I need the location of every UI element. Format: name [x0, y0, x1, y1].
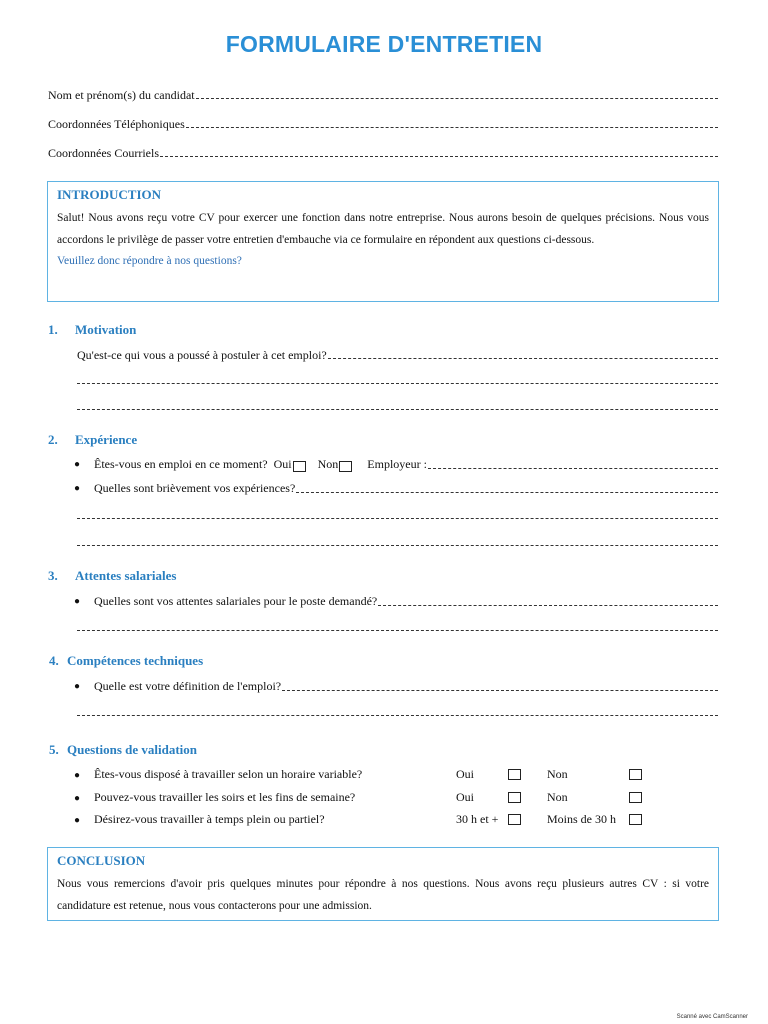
employment-question: Êtes-vous en emploi en ce moment? [94, 457, 268, 471]
salary-question-row [74, 593, 718, 609]
conclusion-box [47, 847, 719, 921]
scanner-watermark: Scanné avec CamScanner [676, 1014, 748, 1020]
validation-q1-row [74, 767, 362, 783]
section-number: 1. [48, 322, 58, 337]
job-definition-question-row [74, 678, 718, 694]
section-title: Expérience [75, 432, 138, 447]
section-validation-title [49, 742, 197, 758]
experience-question: Quelles sont brièvement vos expériences? [94, 481, 296, 495]
motivation-question-label: Qu'est-ce qui vous a poussé à postuler à cet emploi? [77, 348, 327, 362]
validation-q2-row [74, 790, 355, 806]
candidate-phone-line[interactable] [186, 127, 718, 128]
conclusion-title: CONCLUSION [57, 853, 146, 868]
validation-q2-yes-label: Oui [456, 790, 474, 804]
validation-q1-no-checkbox[interactable] [629, 769, 642, 780]
bullet-icon: ● [74, 770, 81, 781]
validation-q2: Pouvez-vous travailler les soirs et les fins de semaine? [94, 790, 356, 804]
bullet-icon: ● [74, 596, 81, 607]
candidate-name-field[interactable] [48, 86, 718, 102]
conclusion-text: Nous vous remercions d'avoir pris quelques minutes pour répondre à nos questions. Nous avons reçu plusieurs autres CV : si votre candidature est retenue, nous vous contacterons pour une admission. [57, 878, 709, 912]
section-number: 5. [49, 742, 59, 757]
candidate-email-line[interactable] [160, 156, 718, 157]
validation-q3-full-checkbox[interactable] [508, 814, 521, 825]
section-title: Compétences techniques [67, 653, 204, 668]
candidate-name-label: Nom et prénom(s) du candidat [48, 88, 195, 102]
salary-question: Quelles sont vos attentes salariales pour le poste demandé? [94, 594, 378, 608]
candidate-name-line[interactable] [196, 98, 718, 99]
motivation-answer-line-3[interactable] [77, 409, 718, 410]
validation-q1-yes-label: Oui [456, 767, 474, 781]
form-title: FORMULAIRE D'ENTRETIEN [225, 31, 543, 57]
section-title: Attentes salariales [75, 568, 177, 583]
job-definition-answer-line[interactable] [282, 690, 718, 691]
section-number: 2. [48, 432, 58, 447]
validation-q2-no-checkbox[interactable] [629, 792, 642, 803]
salary-answer-line-2[interactable] [77, 630, 718, 631]
introduction-prompt: Veuillez donc répondre à nos questions? [57, 255, 242, 267]
validation-q3-part-checkbox[interactable] [629, 814, 642, 825]
bullet-icon: ● [74, 815, 81, 826]
bullet-icon: ● [74, 483, 81, 494]
validation-q1-no-label: Non [547, 767, 568, 781]
employment-yes-label: Oui [273, 457, 292, 471]
candidate-phone-field[interactable] [48, 115, 718, 131]
validation-q3-row [74, 812, 325, 828]
employment-no-label: Non [317, 457, 339, 471]
experience-answer-line[interactable] [296, 492, 718, 493]
section-salary-title [48, 568, 176, 584]
employment-question-row [74, 456, 718, 472]
candidate-email-field[interactable] [48, 144, 718, 160]
introduction-box [47, 181, 719, 302]
motivation-answer-line-2[interactable] [77, 383, 718, 384]
introduction-title: INTRODUCTION [57, 187, 162, 202]
validation-q2-yes-checkbox[interactable] [508, 792, 521, 803]
validation-q2-no-label: Non [547, 790, 568, 804]
validation-q1-yes-checkbox[interactable] [508, 769, 521, 780]
candidate-email-label: Coordonnées Courriels [48, 146, 159, 160]
employer-line[interactable] [428, 468, 718, 469]
bullet-icon: ● [74, 681, 81, 692]
motivation-question[interactable] [77, 346, 718, 362]
job-definition-question: Quelle est votre définition de l'emploi? [94, 679, 282, 693]
section-experience-title [48, 432, 137, 448]
employer-label: Employeur : [367, 457, 427, 471]
job-definition-answer-line-2[interactable] [77, 715, 718, 716]
bullet-icon: ● [74, 459, 81, 470]
section-title: Motivation [75, 322, 137, 337]
employment-yes-checkbox[interactable] [293, 461, 306, 472]
validation-q3: Désirez-vous travailler à temps plein ou partiel? [94, 812, 325, 826]
bullet-icon: ● [74, 793, 81, 804]
experience-answer-line-3[interactable] [77, 545, 718, 546]
employment-no-checkbox[interactable] [339, 461, 352, 472]
experience-question-row [74, 480, 718, 496]
introduction-text: Salut! Nous avons reçu votre CV pour exercer une fonction dans notre entreprise. Nous aurons besoin de quelques précisions. Nous vous accordons le privilège de passer votre entretien d'embauche via ce formulaire en répondent aux questions ci-dessous. [57, 212, 709, 246]
section-skills-title [49, 653, 203, 669]
section-number: 3. [48, 568, 58, 583]
validation-q3-full-label: 30 h et + [456, 812, 499, 826]
candidate-phone-label: Coordonnées Téléphoniques [48, 117, 185, 131]
section-motivation-title [48, 322, 136, 338]
experience-answer-line-2[interactable] [77, 518, 718, 519]
motivation-answer-line[interactable] [328, 358, 718, 359]
validation-q3-part-label: Moins de 30 h [547, 812, 616, 826]
validation-q1: Êtes-vous disposé à travailler selon un horaire variable? [94, 767, 363, 781]
section-title: Questions de validation [67, 742, 198, 757]
salary-answer-line[interactable] [378, 605, 718, 606]
section-number: 4. [49, 653, 59, 668]
